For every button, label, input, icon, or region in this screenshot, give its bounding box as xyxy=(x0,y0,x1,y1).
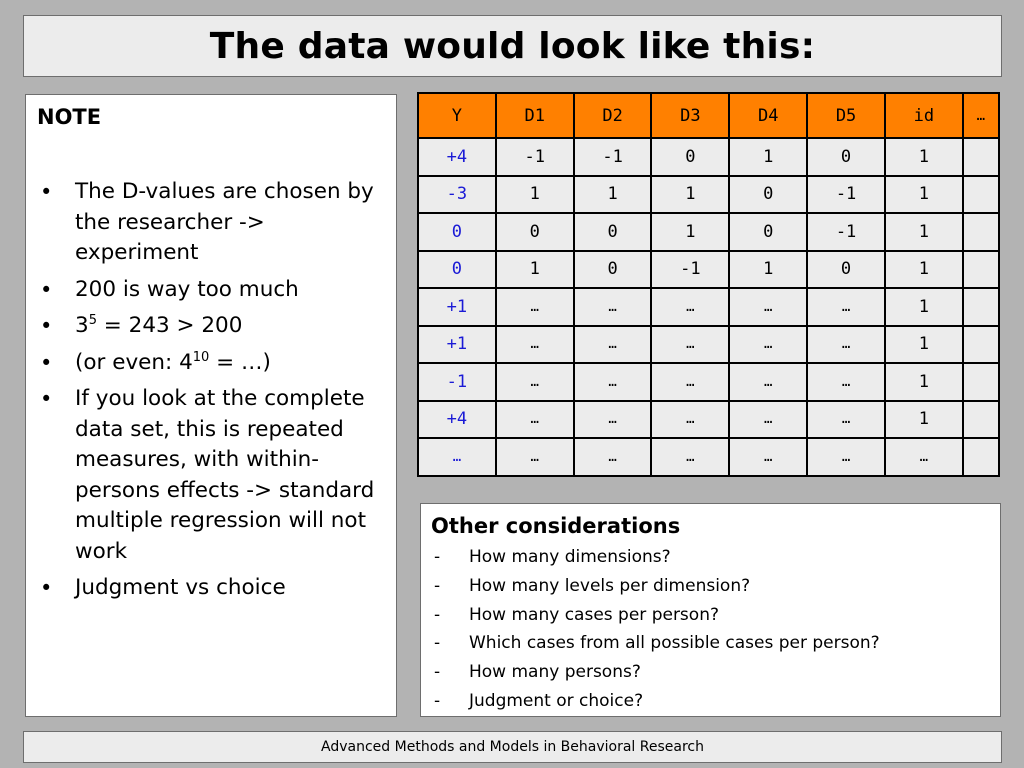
table-cell xyxy=(963,326,999,364)
table-cell: … xyxy=(807,326,885,364)
table-cell: -1 xyxy=(807,176,885,214)
table-cell: 0 xyxy=(807,251,885,289)
note-item xyxy=(37,348,384,379)
table-cell: … xyxy=(574,438,652,476)
table-cell: … xyxy=(574,401,652,439)
slide-title-box xyxy=(23,15,1002,77)
table-cell: -1 xyxy=(496,138,574,176)
table-cell: 1 xyxy=(651,176,729,214)
bullet-icon: • xyxy=(40,277,53,302)
dash-icon: - xyxy=(434,662,441,683)
dash-icon: - xyxy=(434,690,441,711)
note-item-text: 200 is way too much xyxy=(75,276,299,302)
note-item xyxy=(37,177,384,269)
table-cell: 1 xyxy=(729,138,807,176)
table-cell-y: 0 xyxy=(418,251,496,289)
other-considerations-item xyxy=(431,629,990,658)
table-cell: 1 xyxy=(885,363,963,401)
table-header-cell: D1 xyxy=(496,93,574,138)
dash-icon: - xyxy=(434,547,441,567)
note-item-base: 3 xyxy=(75,313,89,338)
table-cell: 1 xyxy=(496,176,574,214)
table-cell: … xyxy=(496,363,574,401)
table-cell: 1 xyxy=(885,288,963,326)
table-cell xyxy=(963,288,999,326)
table-row xyxy=(418,213,999,251)
other-considerations-item-text: How many levels per dimension? xyxy=(469,575,751,596)
other-considerations-item-text: How many dimensions? xyxy=(469,547,671,567)
table-cell: … xyxy=(807,363,885,401)
note-item-text: If you look at the complete data set, this is repeated measures, with within-persons effects -> standard multiple regression will not work xyxy=(75,386,375,564)
other-considerations-item xyxy=(431,572,990,601)
other-considerations-list xyxy=(431,543,990,716)
other-considerations-item xyxy=(431,687,990,716)
note-item-pre: (or even: 4 xyxy=(75,349,193,375)
table-header-cell: Y xyxy=(418,93,496,138)
note-item-text: The D-values are chosen by the researcher -> experiment xyxy=(75,179,374,265)
table-cell xyxy=(963,363,999,401)
table-cell xyxy=(963,438,999,476)
table-cell: … xyxy=(574,288,652,326)
note-list xyxy=(37,177,384,604)
table-cell-y: 0 xyxy=(418,213,496,251)
table-cell-y: +4 xyxy=(418,401,496,439)
table-cell-y: -3 xyxy=(418,176,496,214)
table-row xyxy=(418,326,999,364)
note-item-exponent: 5 xyxy=(88,312,97,328)
table-cell: … xyxy=(574,363,652,401)
table-cell: … xyxy=(496,288,574,326)
table-cell: 1 xyxy=(651,213,729,251)
table-cell: 0 xyxy=(729,176,807,214)
table-cell: 1 xyxy=(729,251,807,289)
footer xyxy=(23,731,1002,763)
footer-text: Advanced Methods and Models in Behavioral Research xyxy=(321,739,704,755)
table-cell-y: +4 xyxy=(418,138,496,176)
table-row xyxy=(418,401,999,439)
table-cell: 0 xyxy=(574,213,652,251)
table-cell xyxy=(963,251,999,289)
note-item-rest: = …) xyxy=(209,349,271,375)
table-row xyxy=(418,438,999,476)
table-header-cell: D5 xyxy=(807,93,885,138)
table-cell: 0 xyxy=(729,213,807,251)
table-cell-y: +1 xyxy=(418,326,496,364)
dash-icon: - xyxy=(434,604,441,625)
table-row xyxy=(418,176,999,214)
table-cell: … xyxy=(651,363,729,401)
table-cell: 1 xyxy=(885,251,963,289)
table-cell: … xyxy=(651,438,729,476)
table-header-cell: D2 xyxy=(574,93,652,138)
table-cell: 1 xyxy=(885,176,963,214)
table-row xyxy=(418,363,999,401)
table-cell: 0 xyxy=(807,138,885,176)
note-item xyxy=(37,384,384,567)
bullet-icon: • xyxy=(40,387,53,411)
table-cell-y: … xyxy=(418,438,496,476)
table-cell-y: +1 xyxy=(418,288,496,326)
table-cell xyxy=(963,213,999,251)
note-item-exponent: 10 xyxy=(192,349,210,365)
table-cell: … xyxy=(807,401,885,439)
table-cell xyxy=(963,401,999,439)
note-item-rest: = 243 > 200 xyxy=(96,313,243,338)
table-cell xyxy=(963,176,999,214)
note-heading: NOTE xyxy=(37,105,102,129)
dash-icon: - xyxy=(434,633,441,654)
table-cell: … xyxy=(729,363,807,401)
table-header-row xyxy=(418,93,999,138)
bullet-icon: • xyxy=(40,576,53,600)
table-cell: -1 xyxy=(574,138,652,176)
table-header-cell: D4 xyxy=(729,93,807,138)
table-header-cell: … xyxy=(963,93,999,138)
table-cell: 1 xyxy=(885,138,963,176)
table-cell: … xyxy=(729,438,807,476)
other-considerations-item xyxy=(431,543,990,572)
other-considerations-item-text: How many cases per person? xyxy=(469,604,719,625)
table-cell: … xyxy=(496,401,574,439)
table-cell: … xyxy=(807,288,885,326)
table-cell: … xyxy=(651,288,729,326)
table-cell: … xyxy=(651,326,729,364)
table-row xyxy=(418,251,999,289)
note-item-text: Judgment vs choice xyxy=(75,575,286,600)
table-cell: 1 xyxy=(885,326,963,364)
bullet-icon: • xyxy=(40,314,53,338)
note-item xyxy=(37,311,384,342)
data-table xyxy=(417,92,1000,477)
table-header-cell: id xyxy=(885,93,963,138)
table-cell: … xyxy=(496,326,574,364)
bullet-icon: • xyxy=(40,180,53,204)
table-cell xyxy=(963,138,999,176)
table-cell: 1 xyxy=(885,213,963,251)
table-cell: 1 xyxy=(574,176,652,214)
slide-title: The data would look like this: xyxy=(209,25,816,67)
table-body xyxy=(418,138,999,476)
other-considerations-item xyxy=(431,601,990,630)
note-panel xyxy=(25,94,397,717)
dash-icon: - xyxy=(434,575,441,596)
bullet-icon: • xyxy=(40,350,53,375)
table-row xyxy=(418,138,999,176)
table-cell: 0 xyxy=(496,213,574,251)
note-item xyxy=(37,573,384,604)
table-cell: … xyxy=(729,326,807,364)
other-considerations-item-text: How many persons? xyxy=(469,662,641,683)
table-cell: … xyxy=(807,438,885,476)
table-row xyxy=(418,288,999,326)
table-cell: … xyxy=(729,401,807,439)
table-cell: … xyxy=(496,438,574,476)
table-cell: 0 xyxy=(574,251,652,289)
table-cell-y: -1 xyxy=(418,363,496,401)
table-cell: … xyxy=(885,438,963,476)
note-item xyxy=(37,275,384,306)
table-cell: -1 xyxy=(651,251,729,289)
table-header-cell: D3 xyxy=(651,93,729,138)
other-considerations-item-text: Judgment or choice? xyxy=(469,690,644,711)
other-considerations-heading: Other considerations xyxy=(431,514,681,538)
table-cell: 1 xyxy=(885,401,963,439)
other-considerations-item-text: Which cases from all possible cases per person? xyxy=(469,633,880,654)
table-cell: -1 xyxy=(807,213,885,251)
table-cell: … xyxy=(651,401,729,439)
table-cell: 1 xyxy=(496,251,574,289)
table-cell: 0 xyxy=(651,138,729,176)
table-cell: … xyxy=(729,288,807,326)
other-considerations-item xyxy=(431,658,990,687)
table-cell: … xyxy=(574,326,652,364)
other-considerations-panel xyxy=(420,503,1001,717)
